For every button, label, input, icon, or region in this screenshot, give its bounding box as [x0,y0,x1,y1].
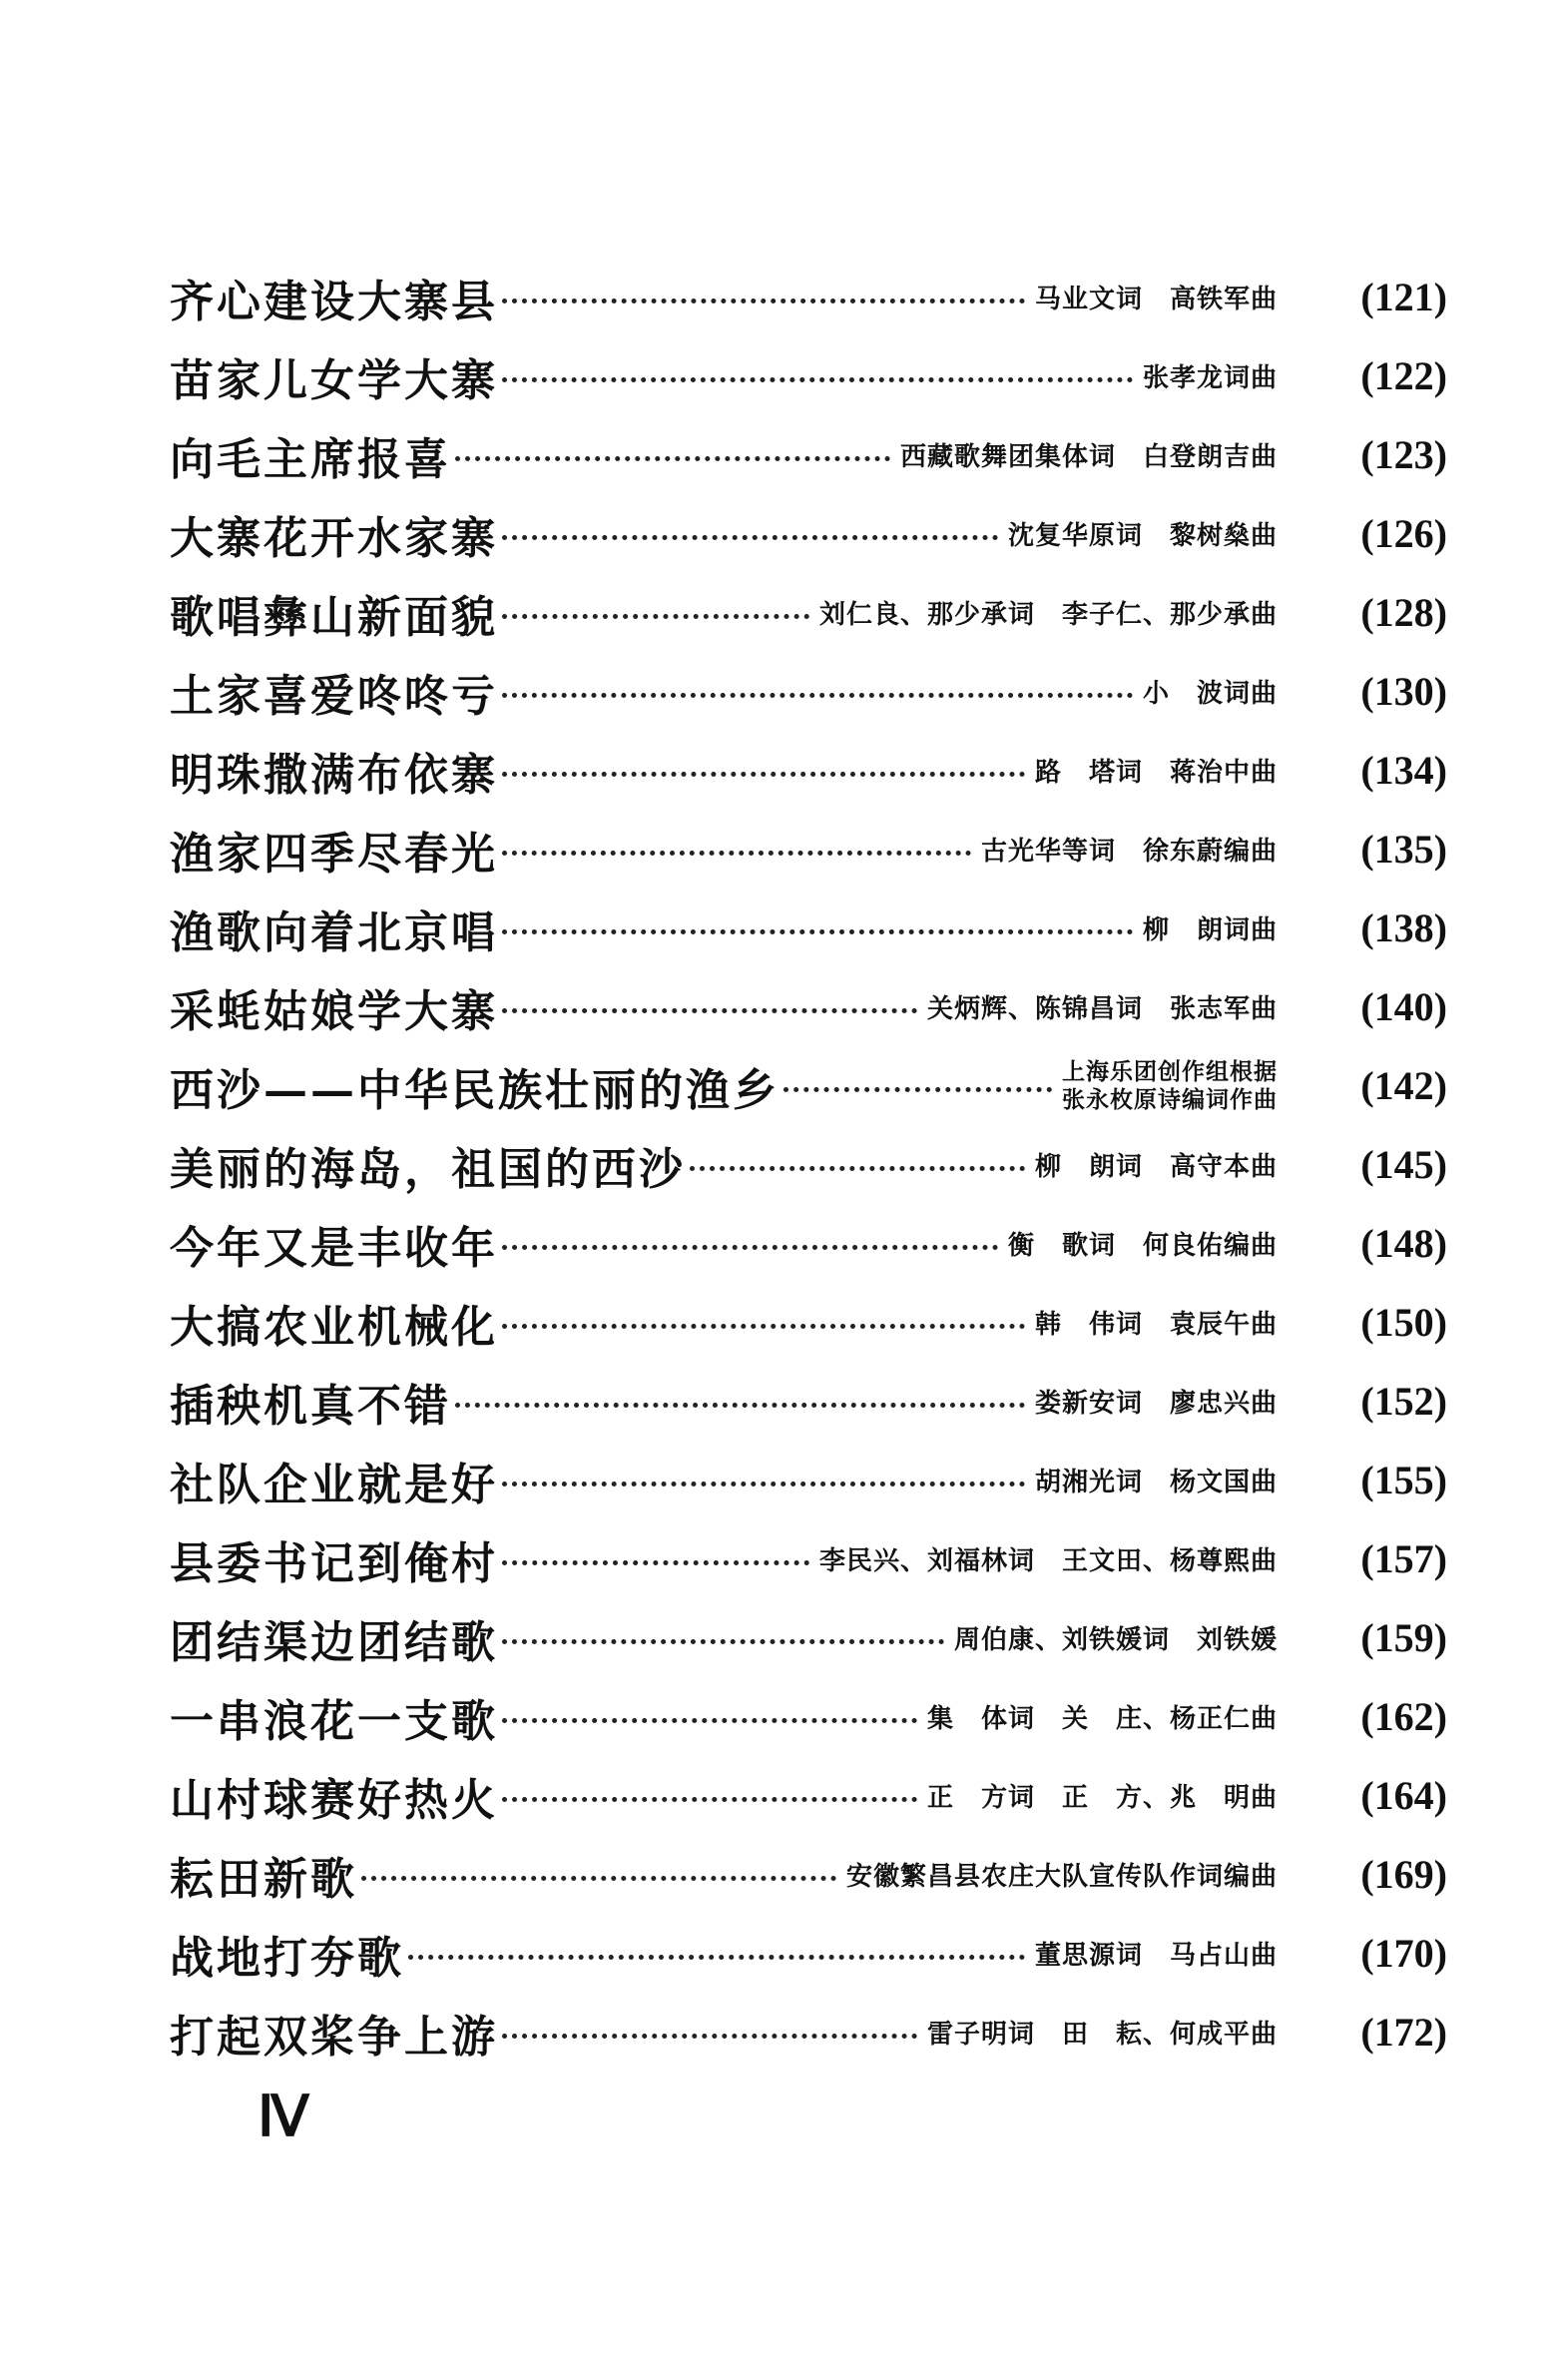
entry-credits: 李民兴、刘福林词 王文田、杨尊熙曲 [818,1546,1278,1576]
entry-page: (128) [1360,590,1447,635]
entry-page: (142) [1360,1063,1447,1108]
entry-credits: 路 塔词 蒋治中曲 [1034,758,1278,788]
entry-title: 苗家儿女学大寨 [170,354,498,406]
toc-entry [170,1046,1447,1125]
dot-leader [690,1166,1025,1171]
toc-entry [170,258,1447,336]
entry-credits: 周伯康、刘铁媛词 刘铁媛 [953,1625,1278,1655]
entry-credits: 关炳辉、陈锦昌词 张志军曲 [926,994,1278,1024]
dot-leader [502,614,809,619]
entry-credits: 刘仁良、那少承词 李子仁、那少承曲 [818,600,1278,630]
toc-entry [170,573,1447,652]
entry-title: 县委书记到俺村 [170,1537,498,1589]
entry-page: (162) [1360,1694,1447,1739]
entry-credits: 沈复华原词 黎树燊曲 [1007,521,1278,551]
entry-page: (172) [1360,2010,1447,2055]
toc-entry [170,810,1447,889]
toc-entry [170,1125,1447,1204]
dot-leader [502,298,1025,303]
entry-credits: 柳 朗词 高守本曲 [1034,1152,1278,1182]
dot-leader [502,1245,998,1250]
entry-credits: 西藏歌舞团集体词 白登朗吉曲 [899,442,1278,472]
dot-leader [502,851,971,856]
entry-page: (150) [1360,1300,1447,1345]
toc-entry [170,415,1447,494]
entry-title: 土家喜爱咚咚亏 [170,670,498,722]
toc-entry [170,1677,1447,1756]
entry-credits: 张孝龙词曲 [1142,363,1278,393]
entry-page: (135) [1360,827,1447,872]
entry-credits-line: 张永枚原诗编词作曲 [1062,1085,1278,1113]
entry-title: 齐心建设大寨县 [170,276,498,327]
dot-leader [502,1560,809,1565]
toc-entry [170,1914,1447,1993]
dot-leader [502,535,998,540]
entry-title: 渔家四季尽春光 [170,828,498,880]
toc-entry [170,1993,1447,2072]
entry-page: (164) [1360,1773,1447,1818]
entry-title: 耘田新歌 [170,1853,357,1905]
dot-leader [502,693,1133,698]
toc-entry [170,1283,1447,1362]
entry-page: (138) [1360,905,1447,950]
entry-title: 打起双桨争上游 [170,2011,498,2063]
entry-page: (159) [1360,1615,1447,1660]
entry-title: 战地打夯歌 [170,1932,404,1984]
entry-credits: 娄新安词 廖忠兴曲 [1034,1389,1278,1419]
toc-entry [170,1519,1447,1598]
entry-credits: 小 波词曲 [1142,679,1278,709]
entry-credits: 胡湘光词 杨文国曲 [1034,1468,1278,1497]
dot-leader [783,1087,1052,1092]
entry-page: (157) [1360,1536,1447,1581]
entry-page: (121) [1360,275,1447,319]
dot-leader [502,1008,917,1013]
entry-credits: 柳 朗词曲 [1142,915,1278,945]
entry-title: 采蚝姑娘学大寨 [170,985,498,1037]
toc-entry [170,967,1447,1046]
toc-entry [170,1204,1447,1283]
entry-credits: 马业文词 高铁军曲 [1034,285,1278,314]
entry-page: (130) [1360,669,1447,714]
entry-title: 今年又是丰收年 [170,1222,498,1274]
entry-credits: 韩 伟词 袁辰午曲 [1034,1310,1278,1340]
entry-title: 西沙——中华民族壮丽的渔乡 [170,1064,780,1116]
dot-leader [502,929,1133,934]
entry-title: 社队企业就是好 [170,1459,498,1510]
entry-title: 向毛主席报喜 [170,433,451,485]
entry-credits: 衡 歌词 何良佑编曲 [1007,1231,1278,1261]
entry-title: 插秧机真不错 [170,1380,451,1432]
entry-title: 渔歌向着北京唱 [170,906,498,958]
entry-page: (145) [1360,1142,1447,1187]
entry-title: 美丽的海岛，祖国的西沙 [170,1143,686,1195]
table-of-contents [170,258,1447,2072]
dot-leader [455,456,890,461]
toc-entry [170,889,1447,967]
toc-entry [170,1362,1447,1441]
entry-credits: 安徽繁昌县农庄大队宣传队作词编曲 [845,1862,1278,1892]
entry-page: (169) [1360,1852,1447,1897]
dot-leader [502,1718,917,1723]
entry-credits: 雷子明词 田 耘、何成平曲 [926,2020,1278,2050]
toc-entry [170,731,1447,810]
entry-title: 团结渠边团结歌 [170,1616,498,1668]
entry-page: (148) [1360,1221,1447,1266]
toc-entry [170,1756,1447,1835]
entry-page: (152) [1360,1379,1447,1424]
dot-leader [361,1876,836,1881]
entry-credits-line: 上海乐团创作组根据 [1062,1057,1278,1085]
dot-leader [408,1955,1025,1960]
toc-entry [170,336,1447,415]
toc-entry [170,1835,1447,1914]
dot-leader [502,1324,1025,1329]
entry-page: (140) [1360,984,1447,1029]
toc-entry [170,652,1447,731]
entry-page: (170) [1360,1931,1447,1976]
entry-title: 一串浪花一支歌 [170,1695,498,1747]
dot-leader [502,1639,944,1644]
entry-page: (122) [1360,353,1447,398]
entry-credits: 正 方词 正 方、兆 明曲 [926,1783,1278,1813]
toc-entry [170,1441,1447,1519]
entry-title: 大寨花开水家寨 [170,512,498,564]
entry-page: (126) [1360,511,1447,556]
entry-credits [1062,1058,1278,1114]
entry-title: 明珠撒满布依寨 [170,749,498,801]
dot-leader [502,1797,917,1802]
toc-entry [170,494,1447,573]
entry-credits: 董思源词 马占山曲 [1034,1941,1278,1971]
entry-title: 大搞农业机械化 [170,1301,498,1353]
toc-entry [170,1598,1447,1677]
dot-leader [502,772,1025,777]
entry-credits: 集 体词 关 庄、杨正仁曲 [926,1704,1278,1734]
entry-title: 山村球赛好热火 [170,1774,498,1826]
dot-leader [502,377,1133,382]
dot-leader [502,1482,1025,1487]
entry-title: 歌唱彝山新面貌 [170,591,498,643]
dot-leader [502,2034,917,2039]
entry-page: (134) [1360,748,1447,793]
page-folio: Ⅳ [258,2086,309,2148]
dot-leader [455,1403,1025,1408]
entry-credits: 古光华等词 徐东蔚编曲 [980,837,1278,867]
entry-page: (155) [1360,1458,1447,1502]
entry-page: (123) [1360,432,1447,477]
